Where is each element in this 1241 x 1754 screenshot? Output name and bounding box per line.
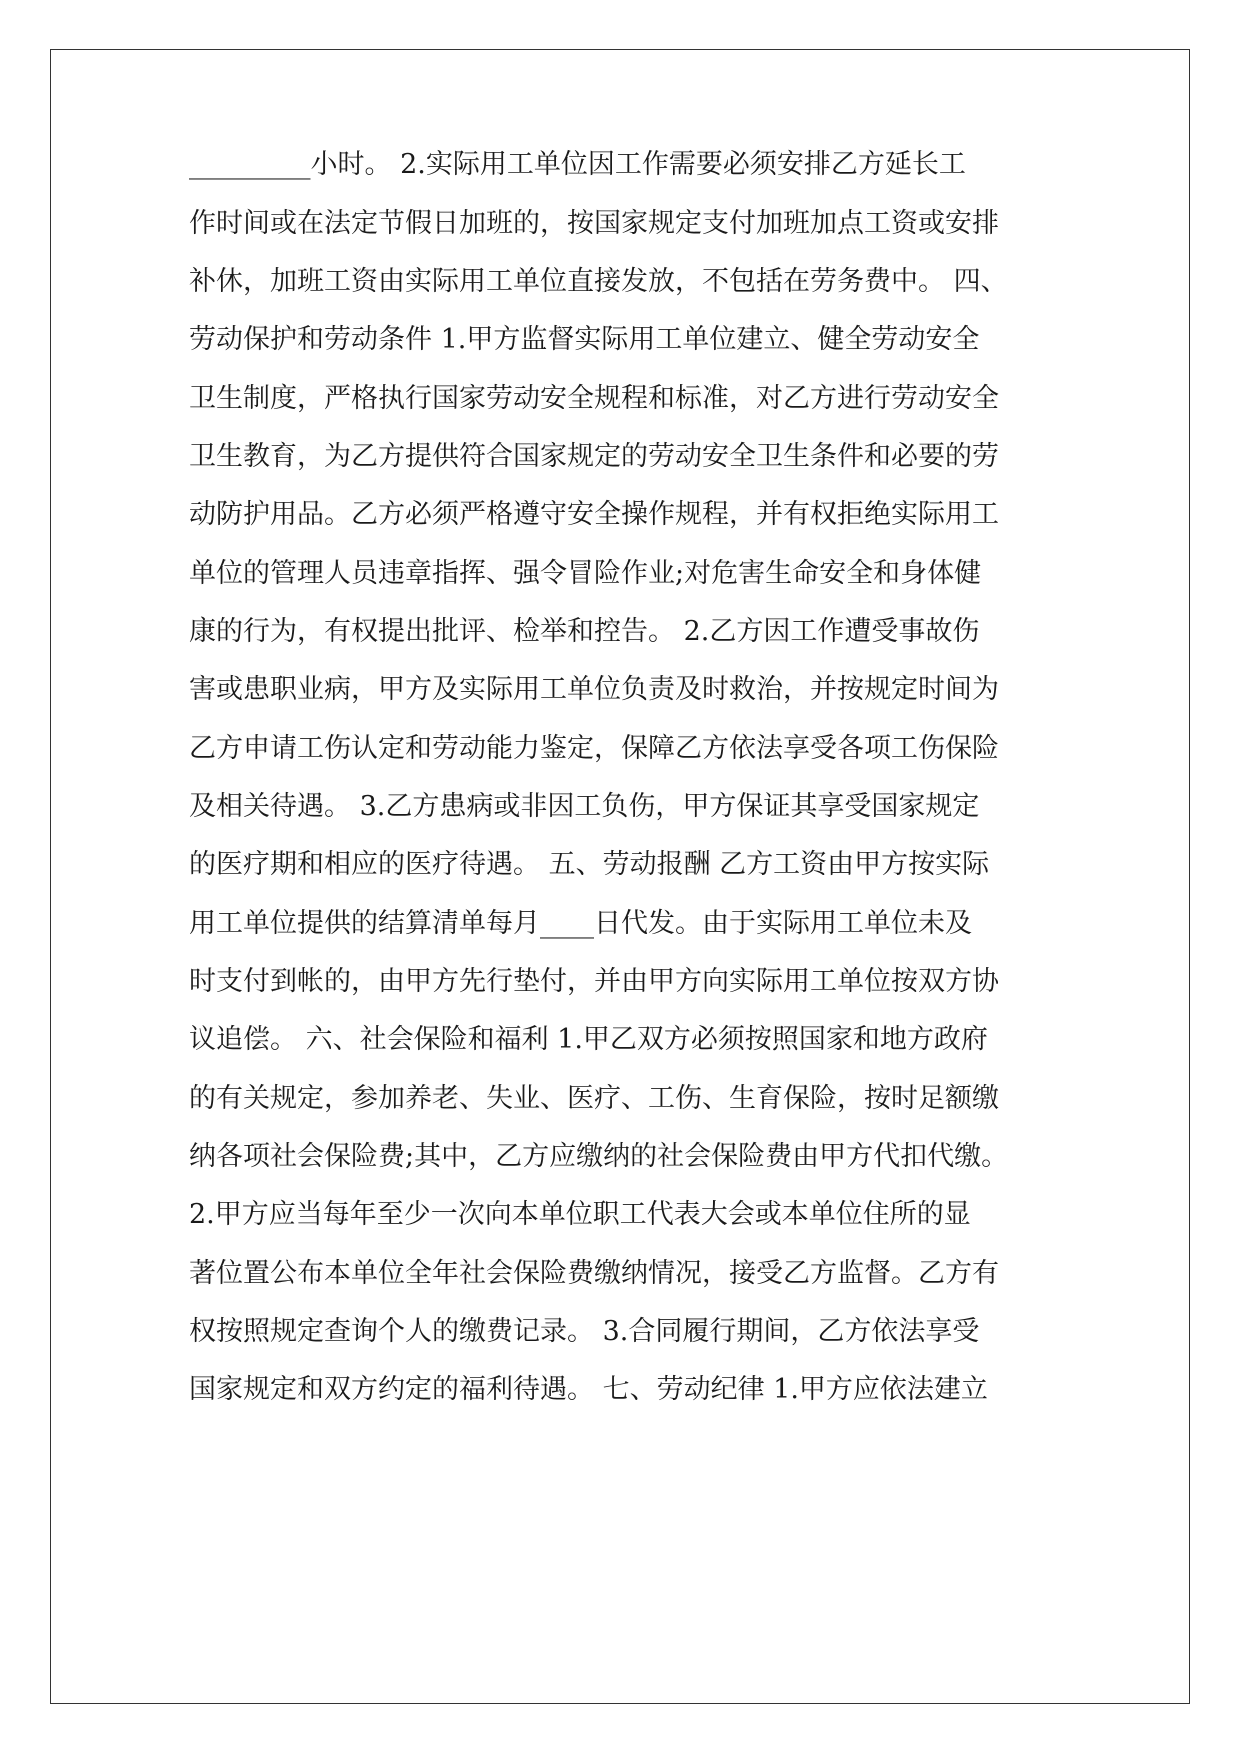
text-line: 害或患职业病，甲方及实际用工单位负责及时救治，并按规定时间为 [189, 674, 999, 705]
text-line: 及相关待遇。 3.乙方患病或非因工负伤，甲方保证其享受国家规定 [189, 791, 980, 822]
text-line: 时支付到帐的，由甲方先行垫付，并由甲方向实际用工单位按双方协 [189, 966, 999, 997]
text-line: 卫生制度，严格执行国家劳动安全规程和标准，对乙方进行劳动安全 [189, 383, 999, 414]
text-line: _________小时。 2.实际用工单位因工作需要必须安排乙方延长工 [189, 149, 966, 180]
text-line: 的有关规定，参加养老、失业、医疗、工伤、生育保险，按时足额缴 [189, 1083, 999, 1114]
text-line: 议追偿。 六、社会保险和福利 1.甲乙双方必须按照国家和地方政府 [189, 1024, 988, 1055]
text-line: 乙方申请工伤认定和劳动能力鉴定，保障乙方依法享受各项工伤保险 [189, 733, 999, 764]
text-line: 单位的管理人员违章指挥、强令冒险作业;对危害生命安全和身体健 [189, 558, 982, 589]
text-line: 康的行为，有权提出批评、检举和控告。 2.乙方因工作遭受事故伤 [189, 616, 980, 647]
text-line: 2.甲方应当每年至少一次向本单位职工代表大会或本单位住所的显 [189, 1199, 971, 1230]
text-line: 补休，加班工资由实际用工单位直接发放，不包括在劳务费中。 四、 [189, 266, 1008, 297]
text-line: 国家规定和双方约定的福利待遇。 七、劳动纪律 1.甲方应依法建立 [189, 1374, 988, 1405]
text-line: 动防护用品。乙方必须严格遵守安全操作规程，并有权拒绝实际用工 [189, 499, 999, 530]
text-line: 卫生教育，为乙方提供符合国家规定的劳动安全卫生条件和必要的劳 [189, 441, 999, 472]
text-line: 权按照规定查询个人的缴费记录。 3.合同履行期间，乙方依法享受 [189, 1316, 980, 1347]
text-line: 著位置公布本单位全年社会保险费缴纳情况，接受乙方监督。乙方有 [189, 1258, 999, 1289]
text-line: 作时间或在法定节假日加班的，按国家规定支付加班加点工资或安排 [189, 208, 999, 239]
text-line: 劳动保护和劳动条件 1.甲方监督实际用工单位建立、健全劳动安全 [189, 324, 980, 355]
text-line: 的医疗期和相应的医疗待遇。 五、劳动报酬 乙方工资由甲方按实际 [189, 849, 990, 880]
text-line: 纳各项社会保险费;其中，乙方应缴纳的社会保险费由甲方代扣代缴。 [189, 1141, 1009, 1172]
text-line: 用工单位提供的结算清单每月____日代发。由于实际用工单位未及 [189, 908, 972, 939]
